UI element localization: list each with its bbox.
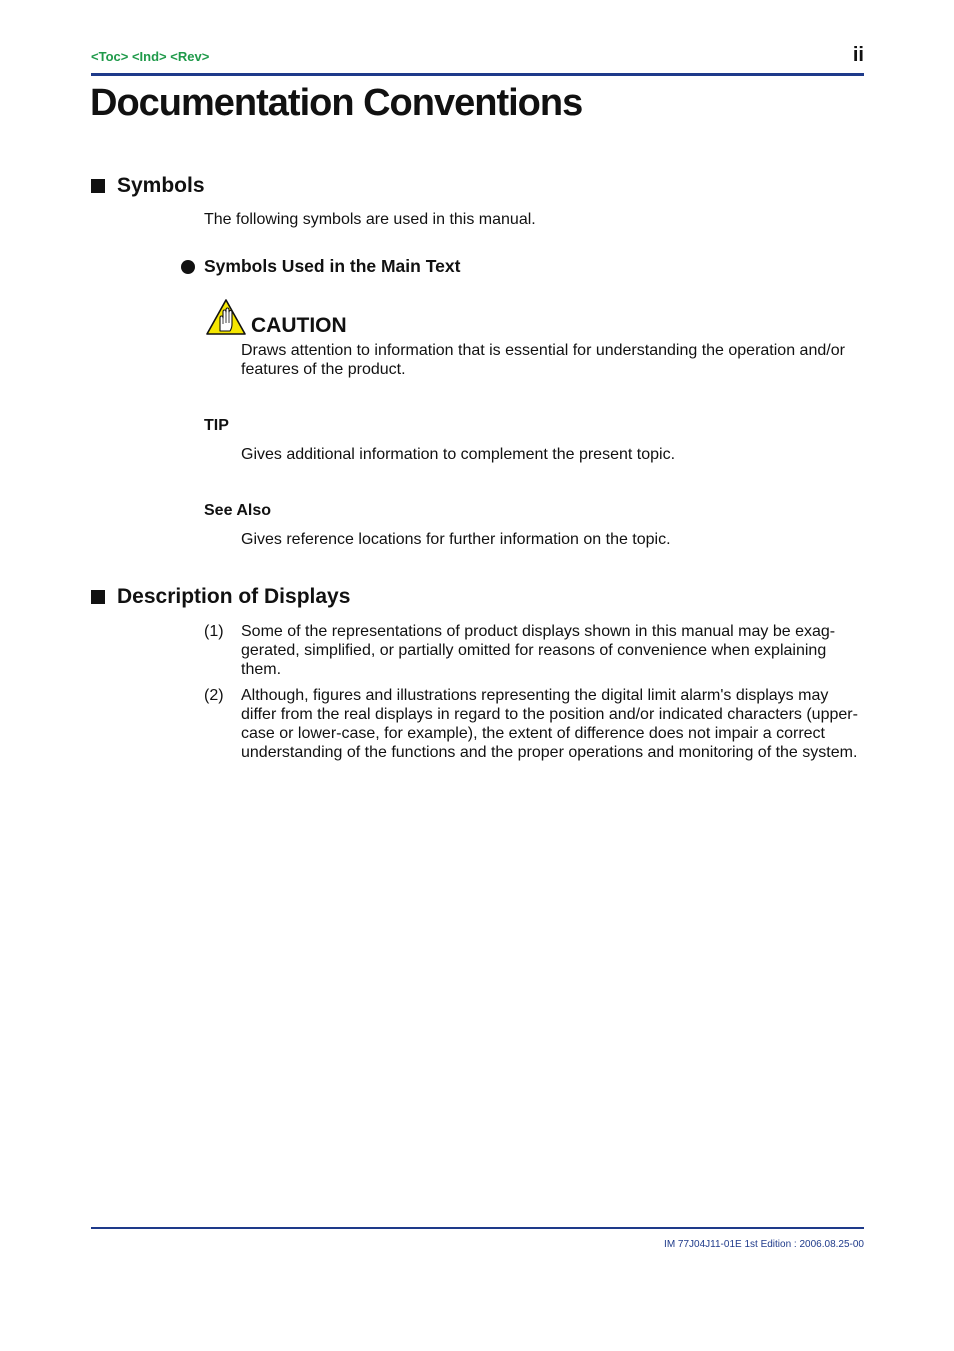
list-item-number: (1) [204,623,224,640]
symbols-heading [91,174,205,198]
symbols-heading-label: Symbols [117,174,205,197]
header-rule [91,73,864,76]
caution-description: Draws attention to information that is essential for understanding the operation and/or features of the product. [241,342,845,378]
revision-link[interactable]: <Rev> [170,49,210,64]
main-text-symbols-heading [181,256,460,277]
index-link[interactable]: <Ind> [131,49,167,64]
list-item-text: Although, figures and illustrations representing the digital limit alarm's displays may differ from the real displays in regard to the position and/or indicated characters (upper-case or lower-case, for example), the extent of difference does not impair a correct understanding of the functions and the proper operations and monitoring of the system. [241,687,858,761]
caution-hand-icon [205,298,247,336]
main-text-symbols-label: Symbols Used in the Main Text [204,256,461,276]
round-bullet-icon [181,260,195,274]
tip-label: TIP [204,417,229,434]
nav-links [91,49,209,64]
footer-doc-info: IM 77J04J11-01E 1st Edition : 2006.08.25-00 [664,1239,864,1250]
page-title: Documentation Conventions [90,82,583,124]
tip-description: Gives additional information to complement the present topic. [241,446,676,463]
symbols-intro: The following symbols are used in this manual. [204,211,536,228]
see-also-description: Gives reference locations for further information on the topic. [241,531,671,548]
list-item [204,686,866,786]
toc-link[interactable]: <Toc> [91,49,129,64]
list-item-text: Some of the representations of product displays shown in this manual may be exag-gerated, simplified, or partially omitted for reasons of convenience when explaining them. [241,623,836,678]
page-number: ii [852,44,864,66]
displays-heading-label: Description of Displays [117,585,351,608]
displays-heading [91,585,350,609]
footer-rule [91,1227,864,1229]
see-also-label: See Also [204,502,271,519]
square-bullet-icon [91,179,105,193]
caution-label: CAUTION [251,314,347,337]
list-item-number: (2) [204,687,224,704]
square-bullet-icon [91,590,105,604]
list-item [204,622,866,682]
